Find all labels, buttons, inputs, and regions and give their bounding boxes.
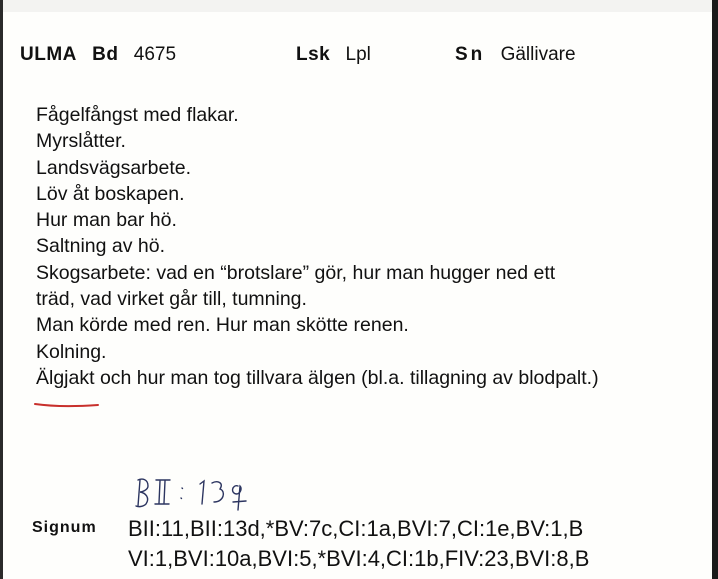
topic-line: Hur man bar hö. bbox=[36, 209, 177, 232]
topic-line: Myrslåtter. bbox=[36, 130, 126, 153]
topic-line: Landsvägsarbete. bbox=[36, 156, 192, 179]
lsk-value: Lpl bbox=[345, 44, 371, 65]
card-left-edge bbox=[0, 0, 3, 579]
topic-line: Kolning. bbox=[36, 340, 107, 363]
card-right-edge bbox=[712, 0, 718, 579]
lsk-field bbox=[296, 44, 371, 66]
topic-list bbox=[36, 102, 599, 391]
card-top-edge bbox=[0, 0, 718, 12]
archive-name: ULMA bbox=[20, 44, 77, 65]
signum-line: VI:1,BVI:10a,BVI:5,*BVI:4,CI:1b,FIV:23,BVI:8,B bbox=[128, 546, 590, 571]
lsk-label: Lsk bbox=[296, 44, 331, 65]
topic-line: Saltning av hö. bbox=[36, 235, 166, 258]
topic-line: Skogsarbete: vad en “brotslare” gör, hur man hugger ned ett bbox=[36, 261, 556, 284]
signum-line: BII:11,BII:13d,*BV:7c,CI:1a,BVI:7,CI:1e,BV:1,B bbox=[128, 516, 584, 541]
topic-line: Man körde med ren. Hur man skötte renen. bbox=[36, 314, 409, 337]
bd-label: Bd bbox=[92, 44, 119, 65]
topic-line: Fågelfångst med flakar. bbox=[36, 104, 239, 126]
sn-label: Sn bbox=[455, 44, 486, 65]
topic-line: Älgjakt och hur man tog tillvara älgen (bl.a. tillagning av blodpalt.) bbox=[36, 366, 599, 389]
archive-header bbox=[20, 44, 176, 66]
red-underline-mark bbox=[34, 400, 100, 410]
signum-codes bbox=[128, 514, 589, 574]
signum-label: Signum bbox=[32, 519, 97, 536]
sn-field bbox=[455, 44, 576, 66]
topic-line: träd, vad virket går till, tumning. bbox=[36, 288, 307, 311]
bd-number: 4675 bbox=[133, 44, 177, 65]
topic-line: Löv åt boskapen. bbox=[36, 182, 185, 205]
handwritten-note bbox=[134, 468, 262, 514]
sn-value: Gällivare bbox=[500, 44, 576, 65]
